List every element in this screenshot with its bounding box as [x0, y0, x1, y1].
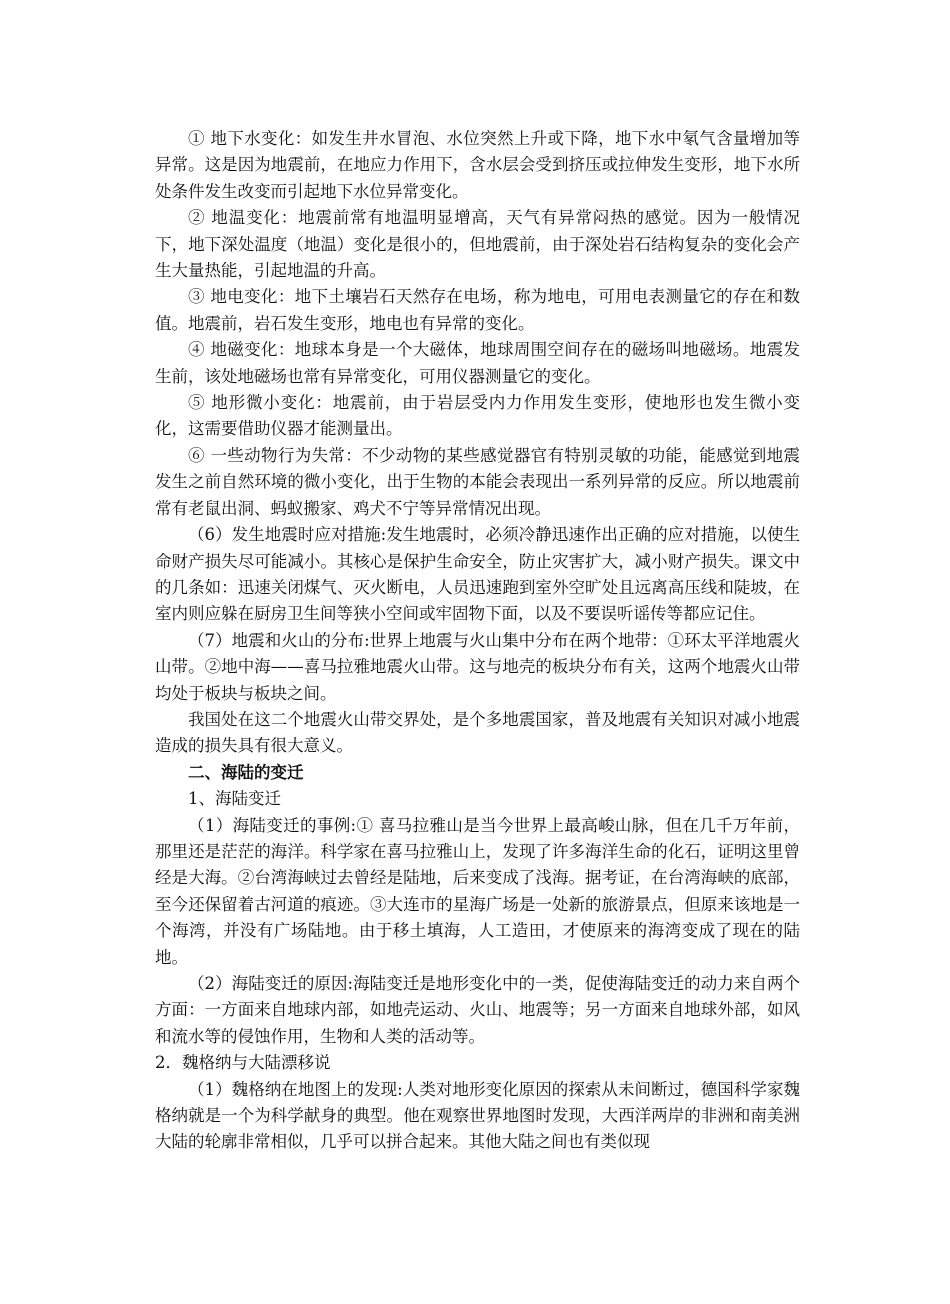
- paragraph-earthquake-distribution: （7）地震和火山的分布:世界上地震与火山集中分布在两个地带：①环太平洋地震火山带。②地中海——喜马拉雅地震火山带。这与地壳的板块分布有关，这两个地震火山带均处于板块与板块之间。: [155, 630, 800, 703]
- paragraph-animal-behavior: ⑥ 一些动物行为失常：不少动物的某些感觉器官有特别灵敏的功能，能感觉到地震发生之前自然环境的微小变化，出于生物的本能会表现出一系列异常的反应。所以地震前常有老鼠出洞、蚂蚁搬家、鸡犬不宁等异常情况出现。: [155, 445, 800, 518]
- subsection-heading-wegener: 2．魏格纳与大陆漂移说: [155, 1053, 331, 1073]
- paragraph-wegener-discovery: （1）魏格纳在地图上的发现:人类对地形变化原因的探索从未间断过，德国科学家魏格纳就是一个为科学献身的典型。他在观察世界地图时发现，大西洋两岸的非洲和南美洲大陆的轮廓非常相似，几乎可以拼合起来。其他大陆之间也有类似现: [155, 1079, 800, 1152]
- section-heading: 二、海陆的变迁: [188, 762, 304, 782]
- paragraph-ground-temperature: ② 地温变化：地震前常有地温明显增高，天气有异常闷热的感觉。因为一般情况下，地下深处温度（地温）变化是很小的，但地震前，由于深处岩石结构复杂的变化会产生大量热能，引起地温的升高。: [155, 208, 800, 281]
- subsection-heading: 1、海陆变迁: [188, 789, 281, 809]
- paragraph-groundwater: ① 地下水变化：如发生井水冒泡、水位突然上升或下降，地下水中氡气含量增加等异常。这是因为地震前，在地应力作用下，含水层会受到挤压或拉伸发生变形，地下水所处条件发生改变而引起地下水位异常变化。: [155, 129, 800, 201]
- paragraph-geoelectric: ③ 地电变化：地下土壤岩石天然存在电场，称为地电，可用电表测量它的存在和数值。地震前，岩石发生变形，地电也有异常的变化。: [155, 287, 800, 333]
- paragraph-sea-land-causes: （2）海陆变迁的原因:海陆变迁是地形变化中的一类，促使海陆变迁的动力来自两个方面：一方面来自地球内部，如地壳运动、火山、地震等；另一方面来自地球外部，如风和流水等的侵蚀作用，生物和人类的活动等。: [155, 974, 800, 1046]
- paragraph-geomagnetic: ④ 地磁变化：地球本身是一个大磁体，地球周围空间存在的磁场叫地磁场。地震发生前，该处地磁场也常有异常变化，可用仪器测量它的变化。: [155, 340, 800, 386]
- paragraph-sea-land-examples: （1）海陆变迁的事例:① 喜马拉雅山是当今世界上最高峻山脉，但在几千万年前，那里还是茫茫的海洋。科学家在喜马拉雅山上，发现了许多海洋生命的化石，证明这里曾经是大海。②台湾海峡过去曾经是陆地，后来变成了浅海。据考证，在台湾海峡的底部，至今还保留着古河道的痕迹。③大连市的星海广场是一处新的旅游景点，但原来该地是一个海湾，并没有广场陆地。由于移土填海，人工造田，才使原来的海湾变成了现在的陆地。: [155, 815, 800, 967]
- document-body: [155, 126, 800, 1156]
- paragraph-terrain-change: ⑤ 地形微小变化：地震前，由于岩层受内力作用发生变形，使地形也发生微小变化，这需要借助仪器才能测量出。: [155, 393, 800, 439]
- paragraph-china-earthquakes: 我国处在这二个地震火山带交界处，是个多地震国家，普及地震有关知识对减小地震造成的损失具有很大意义。: [155, 709, 800, 756]
- paragraph-earthquake-response: （6）发生地震时应对措施:发生地震时，必须冷静迅速作出正确的应对措施，以使生命财产损失尽可能减小。其核心是保护生命安全，防止灾害扩大，减小财产损失。课文中的几条如：迅速关闭煤气、灭火断电，人员迅速跑到室外空旷处且远离高压线和陡坡，在室内则应躲在厨房卫生间等狭小空间或牢固物下面，以及不要误听谣传等都应记住。: [155, 525, 800, 624]
